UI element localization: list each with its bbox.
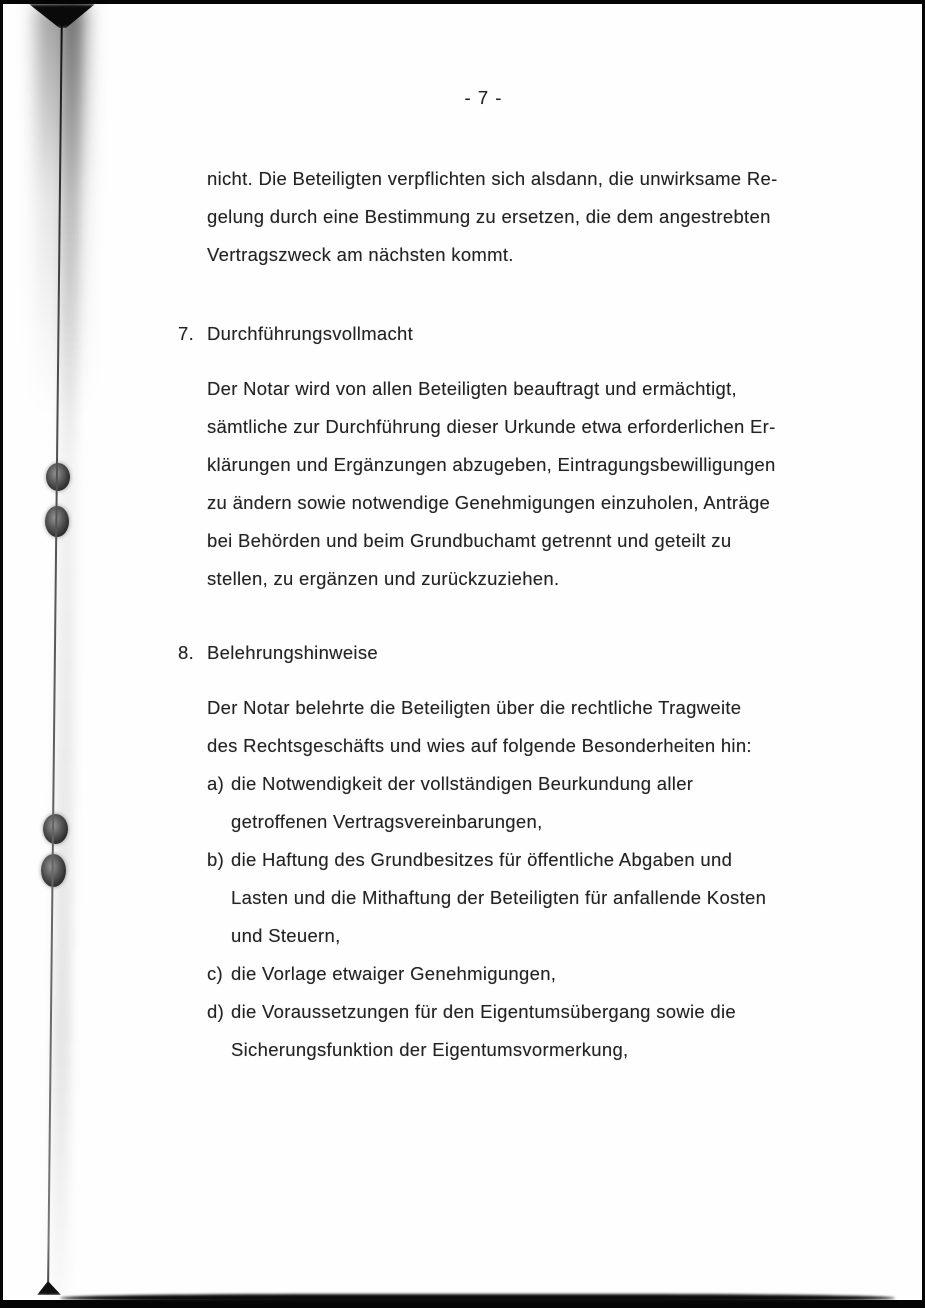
paragraph-line: Der Notar belehrte die Beteiligten über die rechtliche Tragweite (207, 697, 742, 718)
list-item-d (207, 993, 766, 1069)
list-item-line: die Haftung des Grundbesitzes für öffentliche Abgaben und (231, 849, 733, 870)
section-number: 8. (178, 642, 195, 663)
paragraph-line: bei Behörden und beim Grundbuchamt getrennt und geteilt zu (207, 530, 732, 551)
list-item-line: getroffenen Vertragsvereinbarungen, (231, 811, 543, 832)
list-item-line: und Steuern, (231, 925, 341, 946)
paragraph-line: gelung durch eine Bestimmung zu ersetzen, die dem angestrebten (207, 206, 771, 227)
list-item-label: d) (207, 1001, 225, 1022)
list-item-line: die Notwendigkeit der vollständigen Beurkundung aller (231, 773, 694, 794)
paragraph-line: klärungen und Ergänzungen abzugeben, Eintragungsbewilligungen (207, 454, 776, 475)
paragraph-line: zu ändern sowie notwendige Genehmigungen einzuholen, Anträge (207, 492, 771, 513)
list-item-line: Lasten und die Mithaftung der Beteiligten für anfallende Kosten (231, 887, 767, 908)
paragraph-line: nicht. Die Beteiligten verpflichten sich alsdann, die unwirksame Re- (207, 168, 778, 189)
section-7-heading (178, 315, 413, 353)
list-item-a (207, 765, 766, 841)
list-item-label: c) (207, 963, 224, 984)
list-item-line: die Voraussetzungen für den Eigentumsübergang sowie die (231, 1001, 737, 1022)
section-7-paragraph (207, 370, 776, 598)
list-item-label: a) (207, 773, 225, 794)
paragraph-line: Vertragszweck am nächsten kommt. (207, 244, 514, 265)
paragraph-line: sämtliche zur Durchführung dieser Urkunde etwa erforderlichen Er- (207, 416, 776, 437)
section-8-paragraph (207, 689, 752, 765)
list-item-c (207, 955, 766, 993)
section-title: Belehrungshinweise (207, 642, 378, 663)
section-number: 7. (178, 323, 195, 344)
list-item-label: b) (207, 849, 225, 870)
list-item-line: die Vorlage etwaiger Genehmigungen, (231, 963, 557, 984)
section-8-list (207, 765, 766, 1069)
page-number: - 7 - (464, 87, 503, 108)
paragraph-line: stellen, zu ergänzen und zurückzuziehen. (207, 568, 560, 589)
section-title: Durchführungsvollmacht (207, 323, 414, 344)
section-8-heading (178, 634, 378, 672)
list-item-b (207, 841, 766, 955)
paragraph-line: des Rechtsgeschäfts und wies auf folgende Besonderheiten hin: (207, 735, 752, 756)
list-item-line: Sicherungsfunktion der Eigentumsvormerkung, (231, 1039, 629, 1060)
intro-paragraph (207, 160, 778, 274)
paragraph-line: Der Notar wird von allen Beteiligten beauftragt und ermächtigt, (207, 378, 737, 399)
